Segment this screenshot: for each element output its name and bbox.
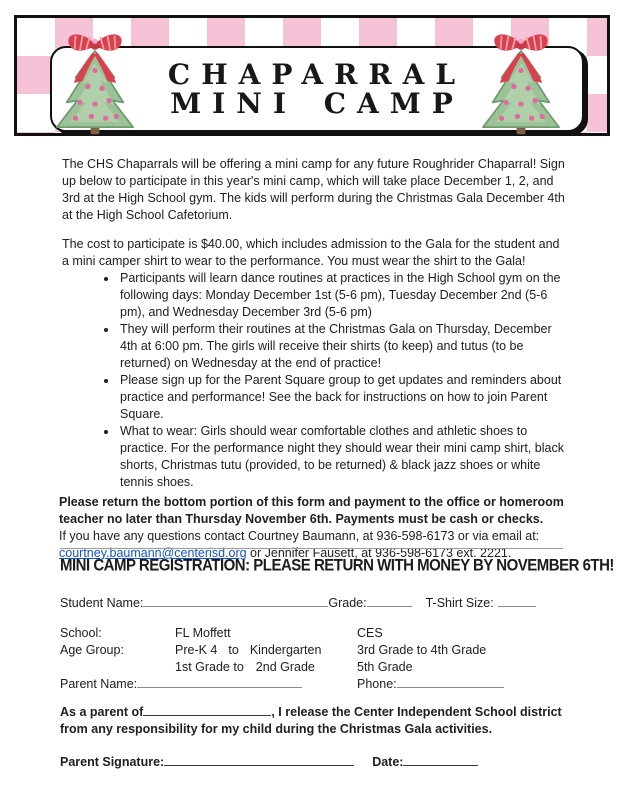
child-name-line	[143, 704, 271, 716]
release-text-before: As a parent of	[60, 705, 144, 719]
age-row1-left	[175, 642, 357, 659]
student-row	[60, 595, 566, 612]
age-kindergarten: Kindergarten	[249, 643, 322, 657]
parent-signature-label: Parent Signature:	[60, 755, 165, 769]
phone-label: Phone:	[357, 677, 397, 691]
school-option-fl-moffett: FL Moffett	[175, 626, 231, 640]
age-grade12-b: 2nd Grade	[255, 660, 315, 674]
email-link[interactable]: courtney.baumann@centerisd.org	[59, 546, 247, 560]
age-to: to	[228, 643, 239, 657]
age-grade12-a: 1st Grade to	[175, 660, 244, 674]
age-grid-spacer	[60, 659, 175, 676]
parent-name-label: Parent Name:	[60, 677, 138, 691]
age-grade5: 5th Grade	[357, 660, 413, 674]
registration-heading: MINI CAMP REGISTRATION: PLEASE RETURN WITH MONEY BY NOVEMBER 6TH!	[60, 556, 614, 576]
phone-line	[397, 676, 504, 688]
age-group-label: Age Group:	[60, 643, 124, 657]
school-label: School:	[60, 626, 102, 640]
banner-title	[167, 57, 467, 120]
signature-row	[60, 754, 566, 771]
tshirt-size-line	[498, 595, 536, 607]
list-item: • Please sign up for the Parent Square group to get updates and reminders about practice and performance! See the back for instructions on how to join Parent Square.	[118, 372, 568, 423]
christmas-tree-icon	[476, 28, 566, 136]
age-grade34: 3rd Grade to 4th Grade	[357, 643, 487, 657]
student-name-line	[143, 595, 328, 607]
registration-section	[60, 548, 614, 771]
age-row2-left	[175, 659, 357, 676]
parent-signature-line	[164, 754, 354, 766]
list-item: • They will perform their routines at the Christmas Gala on Thursday, December 4th at 6:00 pm. The girls will receive their shirts (to keep) and tutus (to be returned) on Wednesday at the end of practice!	[118, 321, 568, 372]
contact-text-before: If you have any questions contact Courtney Baumann, at 936-598-6173 or via email at:	[59, 529, 540, 543]
list-item: • Participants will learn dance routines at practices in the High School gym on the following days: Monday December 1st (5-6 pm), Tuesday December 2nd (5-6 pm), and Wednesday December 3rd (5-6 pm)	[118, 270, 568, 321]
release-text-after: , I release the Center Independent School district from any responsibility for my child during the Christmas Gala activities.	[60, 705, 562, 736]
banner-title-line2: MINI CAMP	[170, 87, 464, 120]
cost-paragraph: The cost to participate is $40.00, which includes admission to the Gala for the student and a mini camper shirt to wear to the performance. You must wear the shirt to the Gala!	[62, 237, 560, 268]
tshirt-size-label: T-Shirt Size:	[425, 596, 494, 610]
grade-label: Grade:	[328, 596, 367, 610]
camp-details-list	[62, 270, 568, 491]
list-item: • What to wear: Girls should wear comfortable clothes and athletic shoes to practice. For the performance night they should wear their mini camp shirt, black shorts, Christmas tutu (provided, to be returned) & black jazz shoes or white tennis shoes.	[118, 423, 568, 491]
contact-text-after: or Jennifer Fausett, at 936-598-6173 ext. 2221.	[246, 546, 512, 560]
christmas-tree-icon	[50, 28, 140, 136]
parent-name-cell	[60, 676, 357, 693]
date-label: Date:	[372, 755, 404, 769]
age-prek: Pre-K 4	[175, 643, 218, 657]
grade-line	[367, 595, 412, 607]
intro-paragraph: The CHS Chaparrals will be offering a mini camp for any future Roughrider Chaparral! Sign up below to participate in this year's mini camp, which will take place December 1, 2, and 3rd at the High School gym. The kids will perform during the Christmas Gala December 4th at the High School Cafetorium.	[62, 157, 565, 222]
banner-title-line1: CHAPARRAL	[167, 57, 467, 91]
date-line	[403, 754, 478, 766]
return-notice: Please return the bottom portion of this form and payment to the office or homeroom teacher no later than Thursday November 6th. Payments must be cash or checks.	[59, 495, 564, 526]
banner	[14, 15, 610, 136]
school-age-grid	[60, 625, 566, 693]
section-divider	[60, 548, 563, 549]
parent-name-line	[137, 676, 302, 688]
release-statement	[60, 704, 566, 738]
phone-cell	[357, 676, 566, 693]
flyer-body	[59, 156, 568, 562]
school-option-ces: CES	[357, 626, 383, 640]
student-name-label: Student Name:	[60, 596, 144, 610]
